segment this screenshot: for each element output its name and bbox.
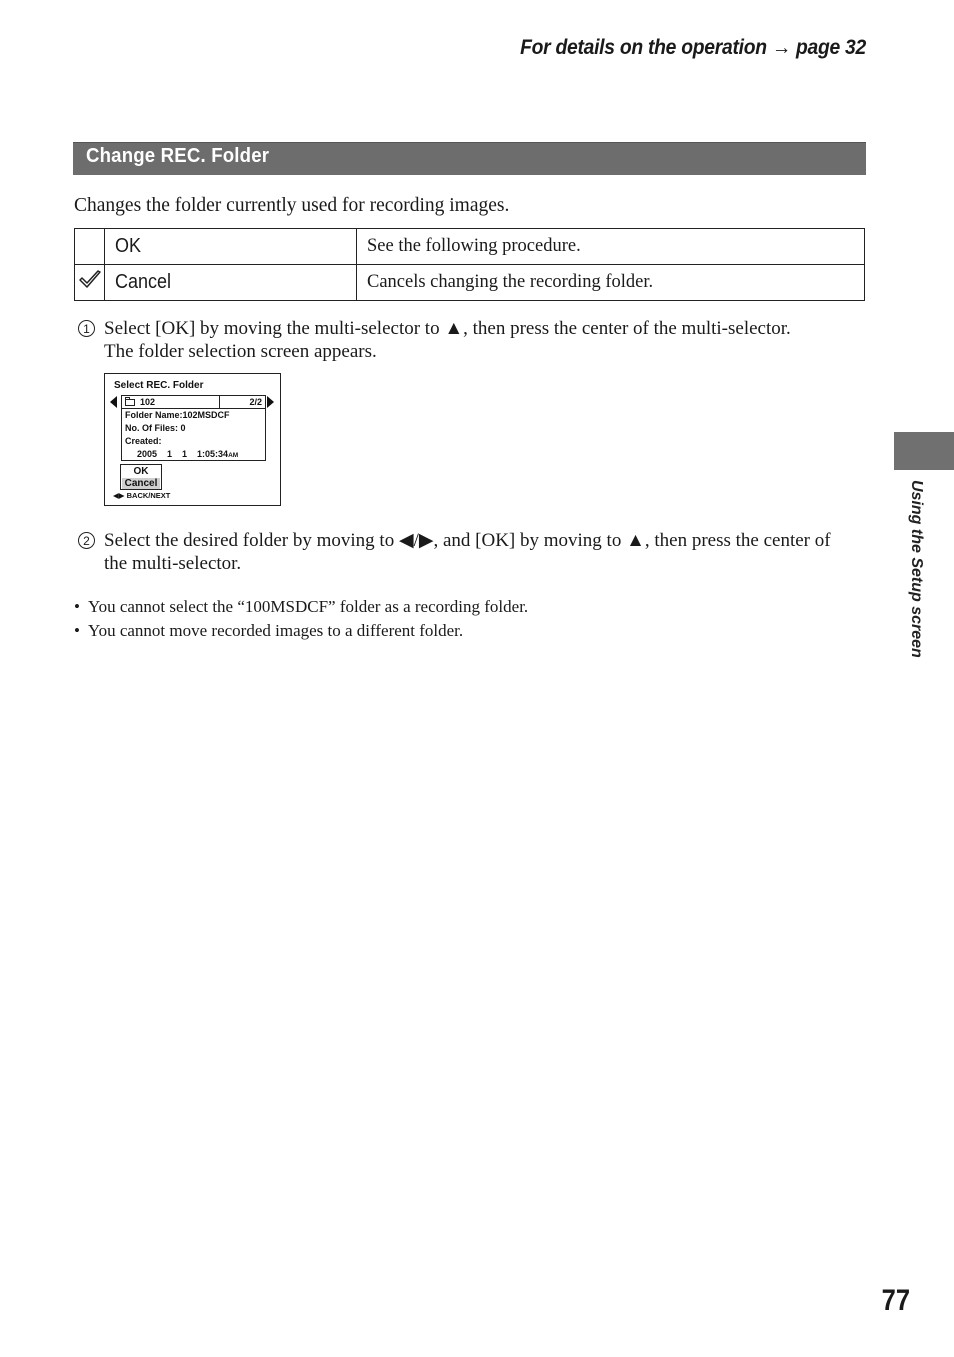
option-label-text: Cancel	[115, 271, 172, 293]
folder-icon	[125, 397, 137, 408]
page-indicator: 2/2	[249, 397, 262, 407]
option-mark-cell	[75, 229, 105, 265]
step-1-line-1: Select [OK] by moving the multi-selector to ▲, then press the center of the multi-selector.	[104, 318, 791, 339]
option-row-cancel	[75, 265, 865, 301]
step-2-line-1: Select the desired folder by moving to ◀/▶, and [OK] by moving to ▲, then press the center of	[104, 530, 831, 551]
right-arrow-icon	[267, 396, 274, 408]
note-bullet: •	[74, 621, 80, 640]
folder-number: 102	[140, 397, 156, 407]
header-divider	[219, 396, 220, 408]
checkmark-icon	[78, 269, 102, 291]
step-1-text	[104, 317, 864, 363]
chapter-side-label: Using the Setup screen	[908, 480, 925, 658]
screen-footer-hint: ◀▶ BACK/NEXT	[113, 491, 171, 500]
note-item: You cannot move recorded images to a different folder.	[88, 621, 464, 640]
option-row-ok	[75, 229, 865, 265]
folder-info-box	[121, 395, 266, 461]
folder-selection-screen	[104, 373, 281, 506]
left-arrow-icon	[110, 396, 117, 408]
screen-title: Select REC. Folder	[114, 380, 204, 391]
note-bullet: •	[74, 597, 80, 616]
page-reference: For details on the operation → page 32	[520, 36, 866, 59]
note-item: You cannot select the “100MSDCF” folder as a recording folder.	[88, 597, 529, 616]
created-datetime: 2005 1 1 1:05:34	[137, 449, 229, 459]
screen-cancel-option: Cancel	[122, 478, 160, 489]
folder-header-row	[122, 396, 265, 409]
step-number-badge: 1	[78, 320, 95, 337]
chapter-side-tab	[894, 432, 954, 470]
option-description: Cancels changing the recording folder.	[357, 265, 865, 301]
options-table	[74, 228, 865, 301]
ok-cancel-menu	[120, 464, 162, 490]
step-number-badge: 2	[78, 532, 95, 549]
option-mark-cell	[75, 265, 105, 301]
folder-name: Folder Name:102MSDCF	[125, 410, 230, 420]
section-title: Change REC. Folder	[86, 145, 270, 167]
option-label-text: OK	[115, 235, 142, 257]
page-number: 77	[881, 1284, 910, 1317]
file-count: No. Of Files: 0	[125, 423, 186, 433]
section-intro: Changes the folder currently used for recording images.	[74, 195, 510, 216]
option-description: See the following procedure.	[357, 229, 865, 265]
option-label	[105, 229, 357, 265]
option-label	[105, 265, 357, 301]
created-ampm: AM	[228, 452, 239, 459]
step-1-line-2: The folder selection screen appears.	[104, 341, 377, 362]
created-value	[137, 449, 238, 459]
step-2-text	[104, 529, 864, 575]
step-2-line-2: the multi-selector.	[104, 553, 242, 574]
created-label: Created:	[125, 436, 162, 446]
screen-ok-option: OK	[133, 466, 149, 477]
